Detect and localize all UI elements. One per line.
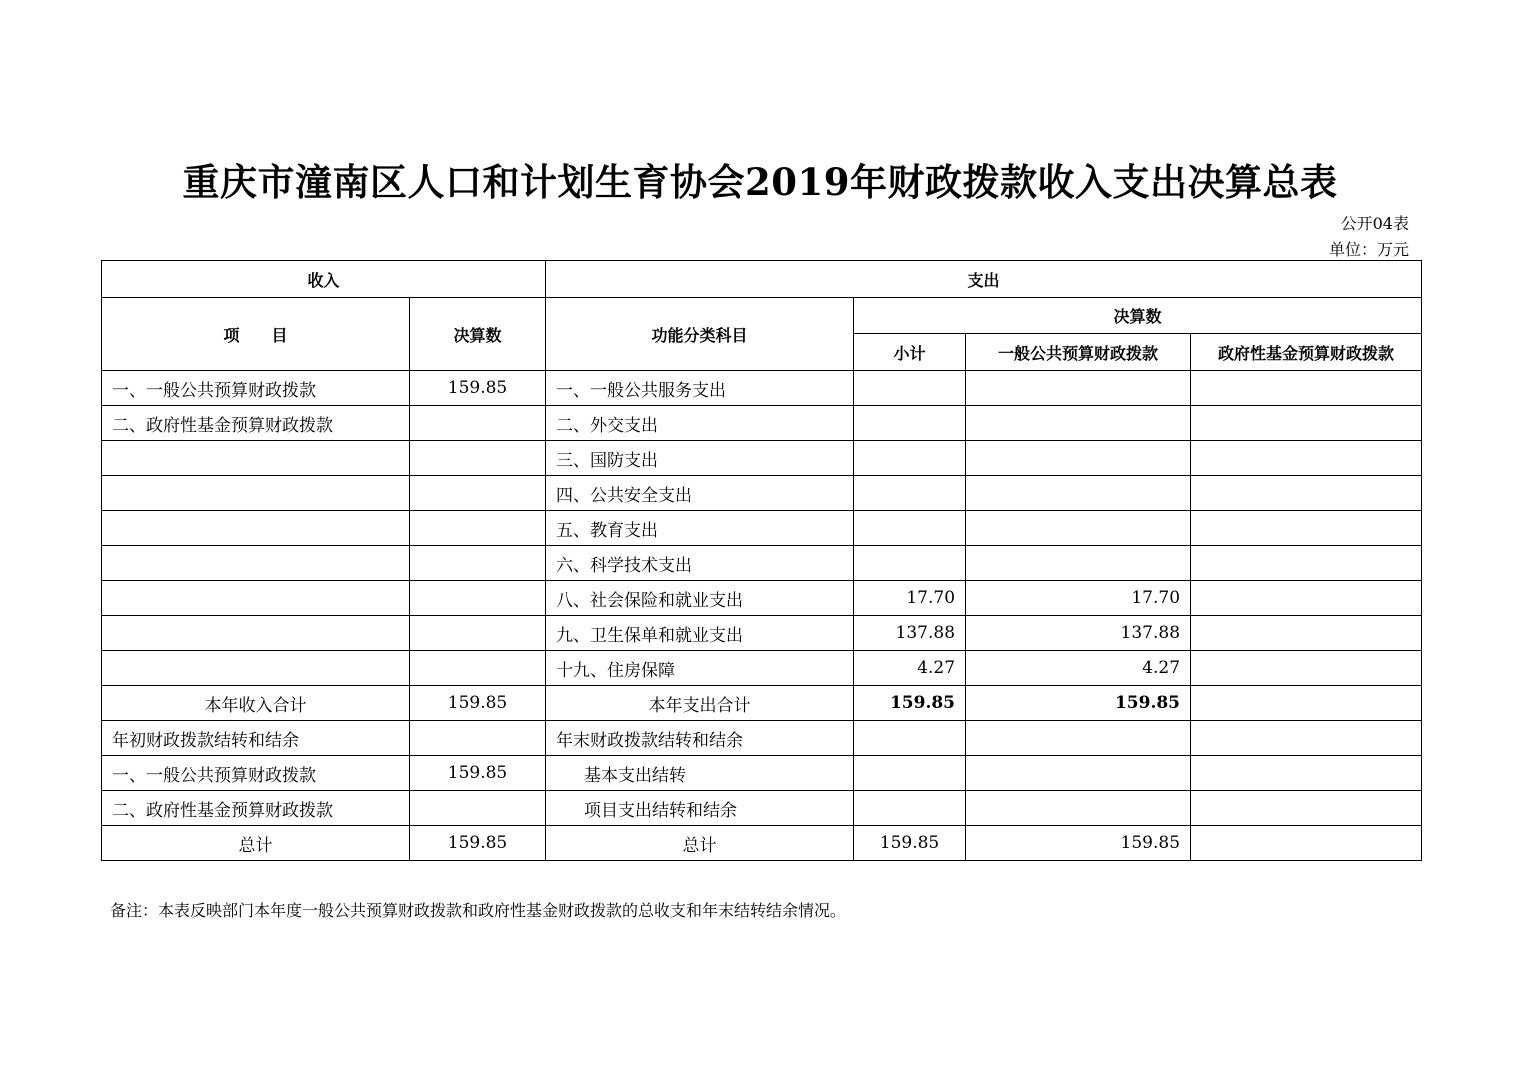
expense-general	[966, 476, 1191, 511]
expense-item: 二、外交支出	[546, 406, 854, 441]
income-item	[102, 651, 410, 686]
expense-subtotal: 159.85	[854, 826, 966, 861]
income-item: 二、政府性基金预算财政拨款	[102, 791, 410, 826]
income-amount: 159.85	[410, 371, 546, 406]
table-row	[102, 581, 1422, 616]
expense-subtotal	[854, 546, 966, 581]
expense-subtotal	[854, 756, 966, 791]
table-code: 公开04表	[1340, 214, 1409, 233]
income-amount	[410, 406, 546, 441]
table-row	[102, 721, 1422, 756]
income-item: 一、一般公共预算财政拨款	[102, 756, 410, 791]
income-amount: 159.85	[410, 826, 546, 861]
expense-subtotal	[854, 441, 966, 476]
expense-general	[966, 721, 1191, 756]
expense-fund	[1191, 546, 1422, 581]
expense-subtotal: 17.70	[854, 581, 966, 616]
table-row-grand-total	[102, 826, 1422, 861]
table-row	[102, 406, 1422, 441]
table-row	[102, 371, 1422, 406]
expense-fund	[1191, 721, 1422, 756]
income-item: 年初财政拨款结转和结余	[102, 721, 410, 756]
expense-fund	[1191, 791, 1422, 826]
income-item	[102, 476, 410, 511]
expense-item: 三、国防支出	[546, 441, 854, 476]
income-item	[102, 581, 410, 616]
income-header: 收入	[102, 261, 546, 298]
expense-general: 159.85	[966, 686, 1191, 721]
expense-fund	[1191, 651, 1422, 686]
income-amount	[410, 651, 546, 686]
expense-fund	[1191, 511, 1422, 546]
expense-general: 4.27	[966, 651, 1191, 686]
expense-general	[966, 791, 1191, 826]
expense-general: 17.70	[966, 581, 1191, 616]
income-item	[102, 546, 410, 581]
expense-fund	[1191, 581, 1422, 616]
expense-subtotal	[854, 371, 966, 406]
income-amount	[410, 581, 546, 616]
income-amount	[410, 511, 546, 546]
income-amount	[410, 616, 546, 651]
table-row	[102, 511, 1422, 546]
income-amount: 159.85	[410, 686, 546, 721]
table-row-year-total	[102, 686, 1422, 721]
expense-item: 六、科学技术支出	[546, 546, 854, 581]
income-amount	[410, 791, 546, 826]
expense-general	[966, 511, 1191, 546]
income-amount: 159.85	[410, 756, 546, 791]
expense-general	[966, 546, 1191, 581]
expense-fund	[1191, 616, 1422, 651]
footnote: 备注：本表反映部门本年度一般公共预算财政拨款和政府性基金财政拨款的总收支和年末结转结余情况。	[110, 901, 847, 920]
expense-general	[966, 371, 1191, 406]
expense-general: 159.85	[966, 826, 1191, 861]
expense-subtotal	[854, 511, 966, 546]
table-row	[102, 616, 1422, 651]
expense-subtotal	[854, 791, 966, 826]
expense-subtotal	[854, 406, 966, 441]
subtotal-header: 小计	[854, 334, 966, 371]
table-row	[102, 476, 1422, 511]
item-header: 项 目	[102, 298, 410, 371]
income-item	[102, 616, 410, 651]
expense-general	[966, 756, 1191, 791]
gov-fund-header: 政府性基金预算财政拨款	[1191, 334, 1422, 371]
expense-fund	[1191, 441, 1422, 476]
expense-subtotal: 137.88	[854, 616, 966, 651]
final-amount-header: 决算数	[410, 298, 546, 371]
table-row	[102, 756, 1422, 791]
function-category-header: 功能分类科目	[546, 298, 854, 371]
income-item: 一、一般公共预算财政拨款	[102, 371, 410, 406]
expense-item: 基本支出结转	[546, 756, 854, 791]
expense-header: 支出	[546, 261, 1422, 298]
expense-fund	[1191, 686, 1422, 721]
expense-item: 年末财政拨款结转和结余	[546, 721, 854, 756]
income-item	[102, 511, 410, 546]
income-item	[102, 441, 410, 476]
expense-general	[966, 441, 1191, 476]
expense-final-amount-header: 决算数	[854, 298, 1422, 334]
expense-subtotal	[854, 721, 966, 756]
expense-fund	[1191, 476, 1422, 511]
expense-fund	[1191, 406, 1422, 441]
expense-item: 本年支出合计	[546, 686, 854, 721]
expense-general: 137.88	[966, 616, 1191, 651]
income-amount	[410, 546, 546, 581]
table-row	[102, 441, 1422, 476]
income-item: 总计	[102, 826, 410, 861]
table-row	[102, 791, 1422, 826]
expense-fund	[1191, 371, 1422, 406]
expense-item: 十九、住房保障	[546, 651, 854, 686]
expense-item: 九、卫生保单和就业支出	[546, 616, 854, 651]
expense-item: 项目支出结转和结余	[546, 791, 854, 826]
expense-fund	[1191, 826, 1422, 861]
unit-label: 单位：万元	[1328, 240, 1409, 259]
general-public-header: 一般公共预算财政拨款	[966, 334, 1191, 371]
income-item: 二、政府性基金预算财政拨款	[102, 406, 410, 441]
expense-item: 四、公共安全支出	[546, 476, 854, 511]
expense-subtotal	[854, 476, 966, 511]
income-amount	[410, 721, 546, 756]
income-item: 本年收入合计	[102, 686, 410, 721]
expense-item: 总计	[546, 826, 854, 861]
expense-item: 一、一般公共服务支出	[546, 371, 854, 406]
document-title: 重庆市潼南区人口和计划生育协会2019年财政拨款收入支出决算总表	[182, 160, 1338, 204]
expense-subtotal: 4.27	[854, 651, 966, 686]
income-amount	[410, 476, 546, 511]
expense-subtotal: 159.85	[854, 686, 966, 721]
budget-table	[101, 260, 1422, 861]
expense-fund	[1191, 756, 1422, 791]
expense-general	[966, 406, 1191, 441]
expense-item: 五、教育支出	[546, 511, 854, 546]
table-row	[102, 651, 1422, 686]
income-amount	[410, 441, 546, 476]
table-row	[102, 546, 1422, 581]
expense-item: 八、社会保险和就业支出	[546, 581, 854, 616]
